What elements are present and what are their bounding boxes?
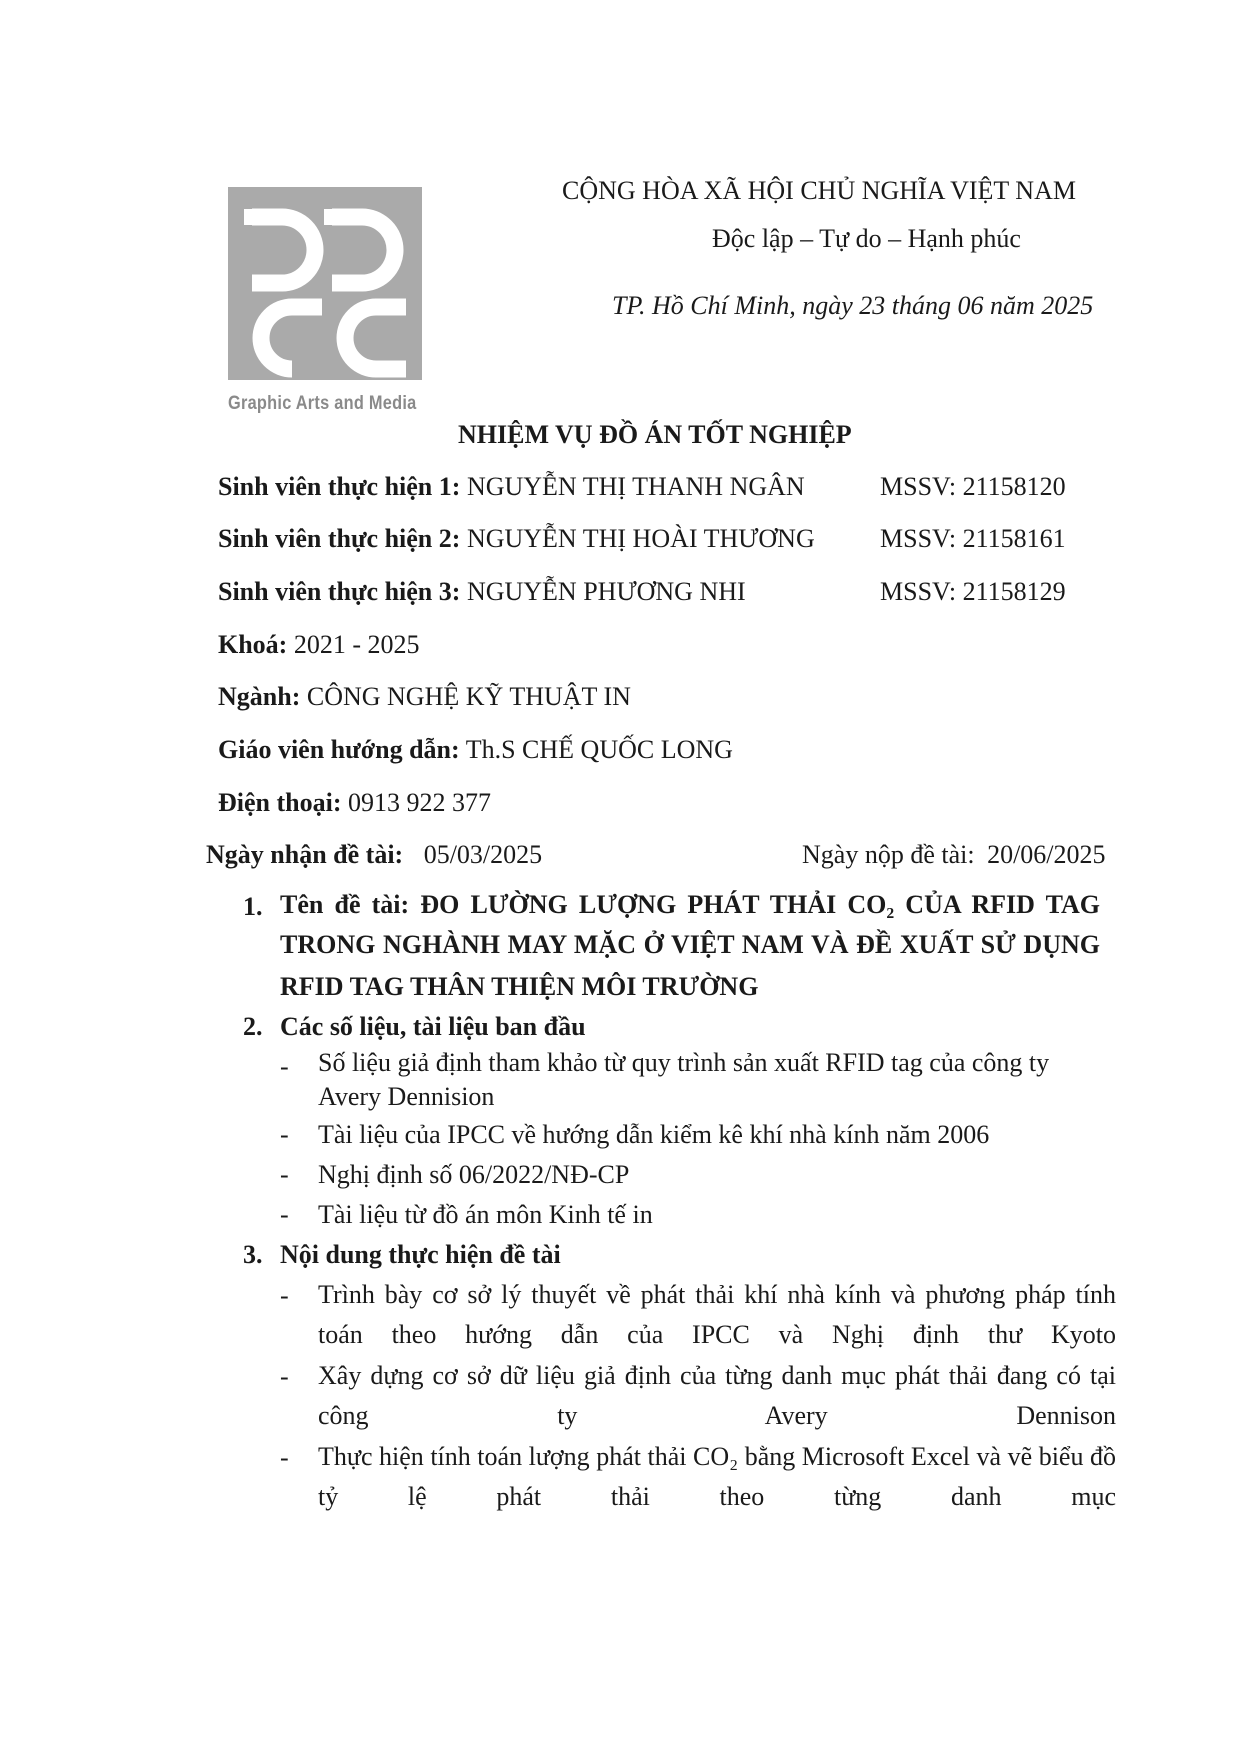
section-heading: Tên đề tài: [280, 890, 410, 919]
nation-title: CỘNG HÒA XÃ HỘI CHỦ NGHĨA VIỆT NAM [562, 176, 1076, 205]
received-date-value: 05/03/2025 [423, 840, 543, 869]
student-id: MSSV: 21158161 [880, 524, 1066, 553]
list-item: Xây dựng cơ sở dữ liệu giả định của từng danh mục phát thải đang có tại công ty Avery Dennison [318, 1361, 1116, 1430]
topic-title-line: TRONG NGHÀNH MAY MẶC Ở VIỆT NAM VÀ ĐỀ XUẤT SỬ DỤNG [280, 930, 1100, 959]
section-heading: Các số liệu, tài liệu ban đầu [280, 1012, 586, 1041]
list-bullet: - [280, 1052, 289, 1081]
student-row [218, 577, 746, 607]
student-row [218, 524, 815, 554]
student-label: Sinh viên thực hiện 3: [218, 577, 461, 606]
student-id: MSSV: 21158129 [880, 577, 1066, 606]
advisor-label: Giáo viên hướng dẫn: [218, 735, 460, 764]
motto: Độc lập – Tự do – Hạnh phúc [712, 224, 1021, 253]
student-row [218, 472, 805, 502]
course-row [218, 630, 420, 660]
submit-date-label: Ngày nộp đề tài: [802, 840, 975, 869]
list-item: Nghị định số 06/2022/NĐ-CP [318, 1160, 630, 1189]
section-heading: Nội dung thực hiện đề tài [280, 1240, 561, 1269]
course-value: 2021 - 2025 [293, 630, 420, 659]
list-bullet: - [280, 1362, 289, 1391]
topic-title-line: RFID TAG THÂN THIỆN MÔI TRƯỜNG [280, 972, 759, 1001]
advisor-row [218, 735, 733, 765]
list-bullet: - [280, 1200, 289, 1229]
list-item: Số liệu giả định tham khảo từ quy trình sản xuất RFID tag của công ty Avery Dennision [318, 1048, 1050, 1111]
list-bullet: - [280, 1281, 289, 1310]
phone-value: 0913 922 377 [348, 788, 491, 817]
list-item: Tài liệu từ đồ án môn Kinh tế in [318, 1200, 653, 1229]
list-item: Trình bày cơ sở lý thuyết về phát thải khí nhà kính và phương pháp tính toán theo hướng dẫn của IPCC và Nghị định thư Kyoto [318, 1280, 1116, 1349]
place-date: TP. Hồ Chí Minh, ngày 23 tháng 06 năm 2025 [612, 291, 1094, 320]
logo-caption: Graphic Arts and Media [228, 393, 417, 414]
topic-title-line [280, 885, 1100, 925]
phone-row [218, 788, 491, 818]
student-name: NGUYỄN THỊ HOÀI THƯƠNG [466, 524, 815, 553]
document-title: NHIỆM VỤ ĐỒ ÁN TỐT NGHIỆP [458, 420, 852, 449]
student-id: MSSV: 21158120 [880, 472, 1066, 501]
list-item: Thực hiện tính toán lượng phát thải CO₂ bằng Microsoft Excel và vẽ biểu đồ tỷ lệ phát thải theo từng danh mục [318, 1442, 1116, 1511]
major-label: Ngành: [218, 682, 301, 711]
course-label: Khoá: [218, 630, 288, 659]
submit-date-row [802, 840, 1106, 870]
section-number: 3. [243, 1240, 263, 1269]
submit-date-value: 20/06/2025 [987, 840, 1106, 869]
topic-title-text: ĐO LƯỜNG LƯỢNG PHÁT THẢI CO₂ CỦA RFID TAG [420, 890, 1100, 919]
list-bullet: - [280, 1443, 289, 1472]
phone-label: Điện thoại: [218, 788, 342, 817]
student-label: Sinh viên thực hiện 2: [218, 524, 461, 553]
university-logo [228, 187, 422, 380]
received-date-label: Ngày nhận đề tài: [206, 840, 404, 869]
student-name: NGUYỄN THỊ THANH NGÂN [466, 472, 805, 501]
major-row [218, 682, 631, 712]
major-value: CÔNG NGHỆ KỸ THUẬT IN [306, 682, 631, 711]
advisor-value: Th.S CHẾ QUỐC LONG [465, 735, 733, 764]
student-label: Sinh viên thực hiện 1: [218, 472, 461, 501]
section-number: 1. [243, 892, 263, 921]
student-name: NGUYỄN PHƯƠNG NHI [466, 577, 746, 606]
list-item: Tài liệu của IPCC về hướng dẫn kiểm kê khí nhà kính năm 2006 [318, 1120, 990, 1149]
list-bullet: - [280, 1160, 289, 1189]
section-number: 2. [243, 1012, 263, 1041]
list-bullet: - [280, 1120, 289, 1149]
received-date-row [206, 840, 542, 870]
logo-mark-icon [228, 187, 422, 380]
